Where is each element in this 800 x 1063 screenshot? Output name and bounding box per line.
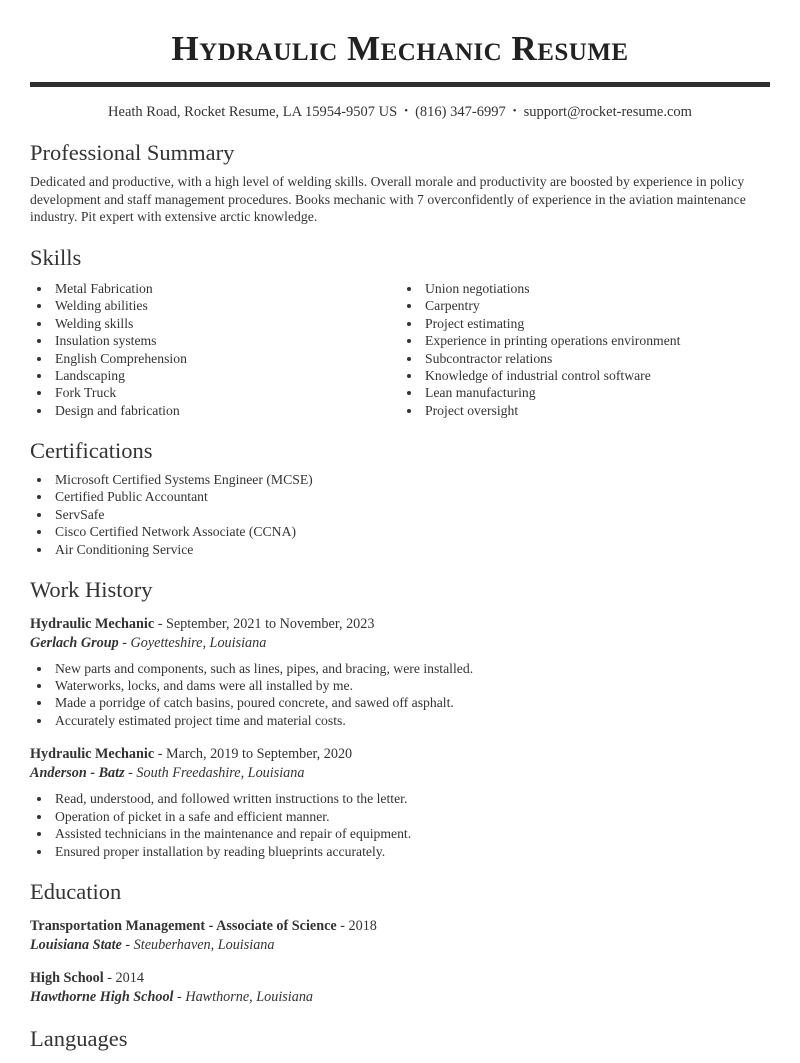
education-heading: Education bbox=[30, 878, 122, 904]
education-school-line bbox=[30, 936, 770, 955]
skill-item: • Project estimating bbox=[422, 315, 770, 332]
work-history-heading: Work History bbox=[30, 576, 153, 602]
contact-separator-dot: • bbox=[404, 105, 409, 117]
skill-item: • Fork Truck bbox=[52, 384, 400, 401]
skill-item: • Insulation systems bbox=[52, 332, 400, 349]
header-divider-rule bbox=[30, 82, 770, 87]
section-education bbox=[30, 880, 770, 1007]
job-duty-item: • Read, understood, and followed written instructions to the letter. bbox=[52, 790, 770, 807]
section-professional-summary bbox=[30, 141, 770, 226]
resume-title: Hydraulic Mechanic Resume bbox=[171, 29, 629, 68]
skill-item: • English Comprehension bbox=[52, 350, 400, 367]
skill-item: • Subcontractor relations bbox=[422, 350, 770, 367]
job-duty-item: • Assisted technicians in the maintenance and repair of equipment. bbox=[52, 825, 770, 842]
section-skills bbox=[30, 246, 770, 419]
skill-item: • Experience in printing operations environment bbox=[422, 332, 770, 349]
skill-item: • Welding skills bbox=[52, 315, 400, 332]
contact-separator-dot: • bbox=[512, 105, 517, 117]
skills-list-right bbox=[400, 280, 770, 419]
certification-item: • ServSafe bbox=[52, 506, 770, 523]
certification-item: • Air Conditioning Service bbox=[52, 541, 770, 558]
skill-item: • Lean manufacturing bbox=[422, 384, 770, 401]
skills-heading: Skills bbox=[30, 245, 82, 271]
section-languages bbox=[30, 1027, 770, 1052]
education-year: - 2018 bbox=[340, 917, 377, 934]
job-duty-item: • New parts and components, such as lines, pipes, and bracing, were installed. bbox=[52, 660, 770, 677]
job-title-line bbox=[30, 745, 770, 764]
skills-columns bbox=[30, 278, 770, 419]
certification-item: • Certified Public Accountant bbox=[52, 488, 770, 505]
certification-item: • Cisco Certified Network Associate (CCNA) bbox=[52, 523, 770, 540]
job-company: Anderson - Batz bbox=[30, 765, 125, 782]
education-location: - Steuberhaven, Louisiana bbox=[125, 936, 275, 953]
professional-summary-text: Dedicated and productive, with a high level of welding skills. Overall morale and productivity are boosted by experience in policy development and staff management procedures. Books mechanic with 7 overconfidently of experience in the aviation maintenance industry. Pit expert with extensive arctic knowledge. bbox=[30, 173, 746, 225]
resume-header bbox=[30, 28, 770, 121]
contact-line bbox=[30, 102, 770, 121]
resume-document bbox=[0, 28, 800, 1051]
job-dates: - March, 2019 to September, 2020 bbox=[157, 746, 353, 763]
education-entry bbox=[30, 917, 770, 955]
skill-item: • Knowledge of industrial control software bbox=[422, 367, 770, 384]
job-title-line bbox=[30, 615, 770, 634]
skill-item: • Landscaping bbox=[52, 367, 400, 384]
job-title: Hydraulic Mechanic bbox=[30, 615, 155, 632]
education-location: - Hawthorne, Louisiana bbox=[177, 988, 314, 1005]
certification-item: • Microsoft Certified Systems Engineer (MCSE) bbox=[52, 471, 770, 488]
education-year: - 2014 bbox=[107, 969, 144, 986]
job-duty-item: • Operation of picket in a safe and efficient manner. bbox=[52, 808, 770, 825]
job-company-line bbox=[30, 634, 770, 653]
job-location: - Goyetteshire, Louisiana bbox=[122, 634, 267, 651]
skill-item: • Union negotiations bbox=[422, 280, 770, 297]
job-location: - South Freedashire, Louisiana bbox=[128, 765, 305, 782]
job-company-line bbox=[30, 764, 770, 783]
section-certifications bbox=[30, 439, 770, 558]
skill-item: • Carpentry bbox=[422, 297, 770, 314]
education-school: Hawthorne High School bbox=[30, 988, 174, 1005]
education-school: Louisiana State bbox=[30, 936, 122, 953]
job-duty-item: • Waterworks, locks, and dams were all installed by me. bbox=[52, 677, 770, 694]
job-company: Gerlach Group bbox=[30, 634, 119, 651]
languages-heading: Languages bbox=[30, 1025, 128, 1051]
education-degree: High School bbox=[30, 969, 104, 986]
job-duty-item: • Accurately estimated project time and material costs. bbox=[52, 712, 770, 729]
job-duty-item: • Ensured proper installation by reading blueprints accurately. bbox=[52, 843, 770, 860]
contact-phone: (816) 347-6997 bbox=[415, 104, 506, 120]
education-degree: Transportation Management - Associate of Science bbox=[30, 917, 337, 934]
education-school-line bbox=[30, 988, 770, 1007]
skill-item: • Design and fabrication bbox=[52, 402, 400, 419]
skill-item: • Welding abilities bbox=[52, 297, 400, 314]
job-dates: - September, 2021 to November, 2023 bbox=[157, 615, 375, 632]
contact-email: support@rocket-resume.com bbox=[523, 104, 692, 120]
contact-address: Heath Road, Rocket Resume, LA 15954-9507 US bbox=[108, 104, 398, 120]
education-entry bbox=[30, 969, 770, 1007]
job-duty-item: • Made a porridge of catch basins, poured concrete, and sawed off asphalt. bbox=[52, 694, 770, 711]
job-entry bbox=[30, 745, 770, 860]
section-work-history bbox=[30, 578, 770, 860]
education-degree-line bbox=[30, 917, 770, 936]
job-duty-list bbox=[30, 660, 770, 730]
skill-item: • Metal Fabrication bbox=[52, 280, 400, 297]
professional-summary-heading: Professional Summary bbox=[30, 140, 235, 165]
job-duty-list bbox=[30, 790, 770, 860]
skills-list-left bbox=[30, 280, 400, 419]
job-entry bbox=[30, 615, 770, 730]
skill-item: • Project oversight bbox=[422, 402, 770, 419]
job-title: Hydraulic Mechanic bbox=[30, 746, 155, 763]
education-degree-line bbox=[30, 969, 770, 988]
certifications-list bbox=[30, 471, 770, 558]
certifications-heading: Certifications bbox=[30, 438, 153, 464]
